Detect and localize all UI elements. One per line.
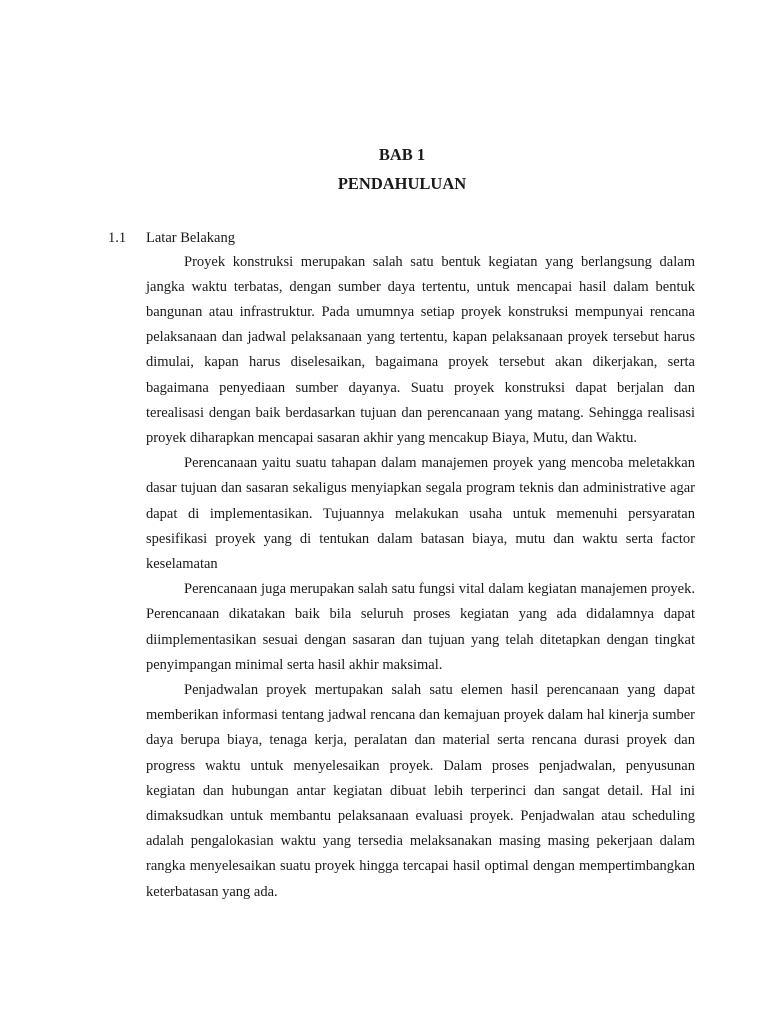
body-text <box>146 250 695 905</box>
chapter-title: PENDAHULUAN <box>337 174 467 193</box>
paragraph-1: Proyek konstruksi merupakan salah satu bentuk kegiatan yang berlangsung dalam jangka waktu terbatas, dengan sumber daya tertentu, untuk mencapai hasil dalam bentuk bangunan atau infrastruktur. Pada umumnya setiap proyek konstruksi mempunyai rencana pelaksanaan dan jadwal pelaksanaan yang tertentu, kapan pelaksanaan proyek tersebut harus dimulai, kapan harus diselesaikan, bagaimana proyek tersebut akan dikerjakan, serta bagaimana penyediaan sumber dayanya. Suatu proyek konstruksi dapat berjalan dan terealisasi dengan baik berdasarkan tujuan dan perencanaan yang matang. Sehingga realisasi proyek diharapkan mencapai sasaran akhir yang mencakup Biaya, Mutu, dan Waktu. <box>146 253 695 446</box>
paragraph-2: Perencanaan yaitu suatu tahapan dalam manajemen proyek yang mencoba meletakkan dasar tujuan dan sasaran sekaligus menyiapkan segala program teknis dan administrative agar dapat di implementasikan. Tujuannya melakukan usaha untuk memenuhi persyaratan spesifikasi proyek yang di tentukan dalam batasan biaya, mutu dan waktu serta factor keselamatan <box>146 455 695 572</box>
section-heading <box>108 227 708 249</box>
chapter-number: BAB 1 <box>378 145 426 164</box>
paragraph-4: Penjadwalan proyek mertupakan salah satu elemen hasil perencanaan yang dapat memberikan informasi tentang jadwal rencana dan kemajuan proyek dalam hal kinerja sumber daya berupa biaya, tenaga kerja, peralatan dan material serta rencana durasi proyek dan progress waktu untuk menyelesaikan proyek. Dalam proses penjadwalan, penyusunan kegiatan dan hubungan antar kegiatan dibuat lebih terperinci dan sangat detail. Hal ini dimaksudkan untuk membantu pelaksanaan evaluasi proyek. Penjadwalan atau scheduling adalah pengalokasian waktu yang tersedia melaksanakan masing masing pekerjaan dalam rangka menyelesaikan suatu proyek hingga tercapai hasil optimal dengan mempertimbangkan keterbatasan yang ada. <box>146 681 695 900</box>
section-number: 1.1 <box>108 230 127 246</box>
section-title: Latar Belakang <box>146 230 235 246</box>
paragraph-3: Perencanaan juga merupakan salah satu fungsi vital dalam kegiatan manajemen proyek. Perencanaan dikatakan baik bila seluruh proses kegiatan yang ada didalamnya dapat diimplementasikan sesuai dengan sasaran dan tujuan yang telah ditetapkan dengan tingkat penyimpangan minimal serta hasil akhir maksimal. <box>146 581 695 673</box>
